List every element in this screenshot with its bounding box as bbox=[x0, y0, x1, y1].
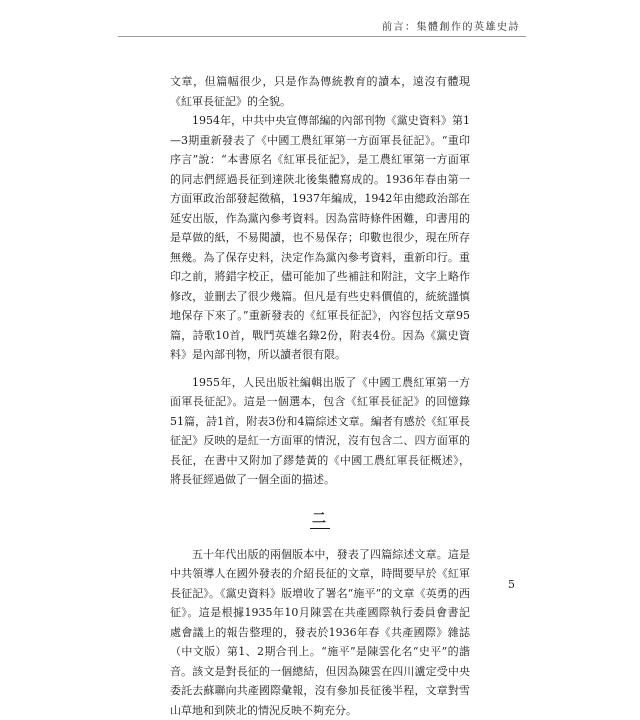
running-head: 前言：集體創作的英雄史詩 bbox=[382, 18, 520, 33]
paragraph-continuation: 文章，但篇幅很少，只是作為傳統教育的讀本，遠沒有體現《紅軍長征記》的全貌。 bbox=[170, 72, 470, 111]
paragraph-fifties-editions: 五十年代出版的兩個版本中，發表了四篇綜述文章。這是中共領導人在國外發表的介紹長征的文章，時間要早於《紅軍長征記》。《黨史資料》版增收了署名“施平”的文章《英勇的西征》。這是根據1935年10月陳雲在共產國際執行委員會書記處會議上的報告整理的，發表於1936年春《共產國際》雜誌（中文版）第1、2期合刊上。“施平”是陳雲化名“史平”的諧音。該文是對長征的一個總結，但因為陳雲在四川瀘定受中央委託去蘇聯向共產國際彙報，沒有參加長征後半程，文章對雪山草地和到陝北的情況反映不夠充分。 bbox=[170, 545, 470, 720]
paragraph-1955: 1955年，人民出版社編輯出版了《中國工農紅軍第一方面軍長征記》。這是一個選本，包含《紅軍長征記》的回憶錄51篇，詩1首，附表3份和4篇綜述文章。編者有感於《紅軍長征記》反映的是紅一方面軍的情況，沒有包含二、四方面軍的長征，在書中又附加了繆楚黃的《中國工農紅軍長征概述》，將長征經過做了一個全面的描述。 bbox=[170, 373, 470, 490]
page-number: 5 bbox=[508, 578, 515, 591]
section-heading bbox=[170, 508, 470, 529]
paragraph-1954: 1954年，中共中央宣傳部編的內部刊物《黨史資料》第1—3期重新發表了《中國工農紅軍第一方面軍長征記》。“重印序言”說：“本書原名《紅軍長征記》，是工農紅軍第一方面軍的同志們經過長征到達陝北後集體寫成的。1936年春由第一方面軍政治部發起徵稿，1937年編成，1942年由總政治部在延安出版，作為黨內參考資料。因為當時條件困難，印書用的是草做的紙，不易閱讀，也不易保存；印數也很少，現在所存無幾。為了保存史料，決定作為黨內參考資料，重新印行。重印之前，將錯字校正，儘可能加了些補註和附註，文字上略作修改，並刪去了很少幾篇。但凡是有些史料價值的，統統謹慎地保存下來了。”重新發表的《紅軍長征記》，內容包括文章95篇，詩歌10首，戰鬥英雄名錄2份，附表4份。因為《黨史資料》是內部刊物，所以讀者很有限。 bbox=[170, 111, 470, 365]
section-heading-text: 二 bbox=[310, 508, 330, 529]
body-text bbox=[170, 72, 470, 720]
header-rule bbox=[118, 36, 526, 37]
